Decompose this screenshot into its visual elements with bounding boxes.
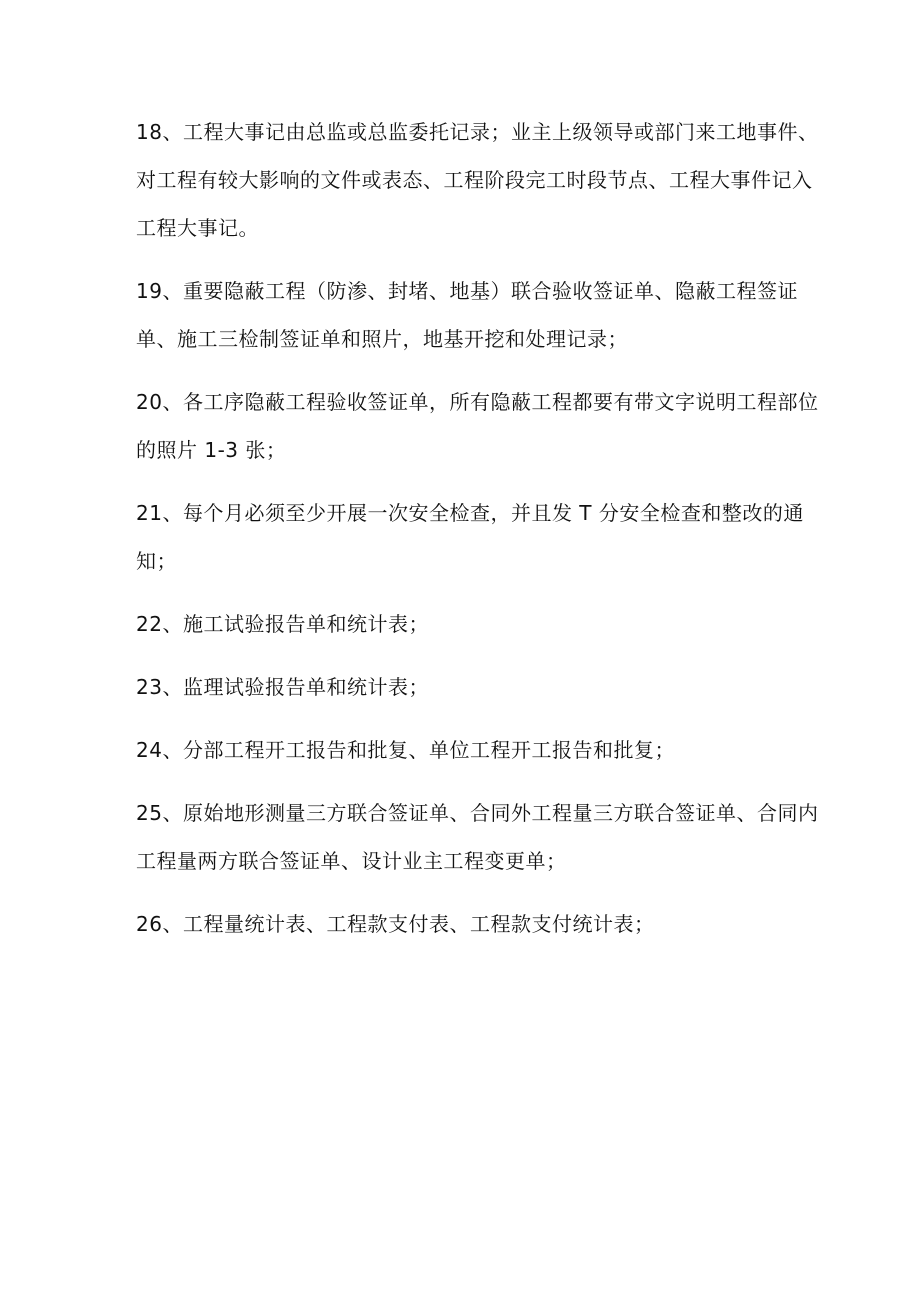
list-item-23: 23、监理试验报告单和统计表； <box>136 675 429 699</box>
list-item-21: 21、每个月必须至少开展一次安全检查，并且发 T 分安全检查和整改的通知； <box>136 501 804 573</box>
list-item-20: 20、各工序隐蔽工程验收签证单，所有隐蔽工程都要有带文字说明工程部位的照片 1-3 张； <box>136 390 819 462</box>
list-item-18: 18、工程大事记由总监或总监委托记录；业主上级领导或部门来工地事件、对工程有较大影响的文件或表态、工程阶段完工时段节点、工程大事件记入工程大事记。 <box>136 120 819 240</box>
list-item-25: 25、原始地形测量三方联合签证单、合同外工程量三方联合签证单、合同内工程量两方联合签证单、设计业主工程变更单； <box>136 801 819 873</box>
list-item-24: 24、分部工程开工报告和批复、单位工程开工报告和批复； <box>136 738 675 762</box>
list-item-22: 22、施工试验报告单和统计表； <box>136 612 429 636</box>
list-item-26: 26、工程量统计表、工程款支付表、工程款支付统计表； <box>136 912 655 936</box>
list-item-19: 19、重要隐蔽工程（防渗、封堵、地基）联合验收签证单、隐蔽工程签证单、施工三检制签证单和照片，地基开挖和处理记录； <box>136 279 798 351</box>
